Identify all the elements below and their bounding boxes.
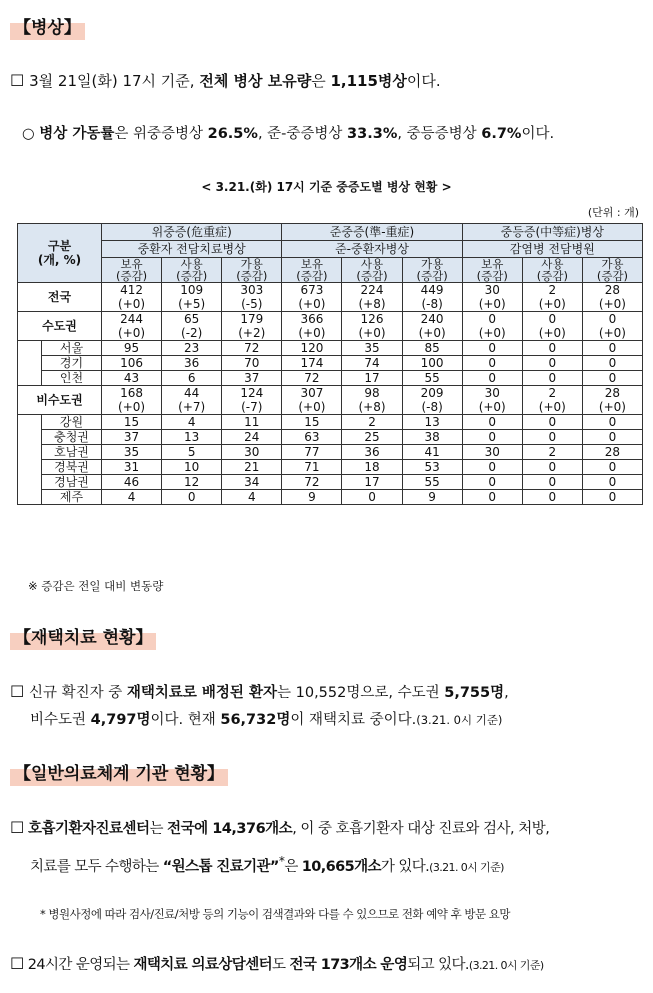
table-cell: 28 [582, 445, 642, 460]
table-cell-diff: (+0) [462, 400, 522, 415]
table-cell-diff: (+7) [162, 400, 222, 415]
checkbox-icon: ☐ [10, 818, 24, 837]
table-cell: 0 [582, 371, 642, 386]
table-cell-diff: (+0) [582, 297, 642, 312]
table-cell: 9 [282, 490, 342, 505]
table-cell: 0 [582, 460, 642, 475]
table-cell: 0 [582, 475, 642, 490]
table-cell: 0 [522, 415, 582, 430]
table-cell: 30 [462, 445, 522, 460]
table-cell: 18 [342, 460, 402, 475]
table-cell: 65 [162, 312, 222, 327]
table-cell: 5 [162, 445, 222, 460]
table-cell-diff: (+0) [462, 326, 522, 341]
table-cell: 224 [342, 283, 402, 298]
region-label: 호남권 [42, 445, 102, 460]
table-cell: 303 [222, 283, 282, 298]
table-cell: 179 [222, 312, 282, 327]
table-cell: 673 [282, 283, 342, 298]
header-col: 가용 (증감) [222, 258, 282, 283]
table-row [18, 490, 643, 505]
row-label: 비수도권 [18, 386, 102, 415]
header-gubun: 구분 (개, %) [18, 224, 102, 283]
table-cell: 17 [342, 371, 402, 386]
table-cell: 0 [582, 430, 642, 445]
table-cell: 15 [102, 415, 162, 430]
checkbox-icon: ☐ [10, 954, 24, 973]
table-cell: 0 [522, 490, 582, 505]
table-cell-diff: (-8) [402, 297, 462, 312]
header-col: 사용 (증감) [342, 258, 402, 283]
header-col: 보유 (증감) [282, 258, 342, 283]
table-cell: 28 [582, 283, 642, 298]
indent-cell [18, 415, 42, 505]
table-cell: 0 [582, 341, 642, 356]
table-cell: 0 [582, 490, 642, 505]
table-cell: 28 [582, 386, 642, 401]
respiratory-center-line2: 치료를 모두 수행하는 “원스톱 진료기관”*은 10,665개소가 있다.(3.21. 0시 기준) [30, 854, 504, 875]
table-cell: 53 [402, 460, 462, 475]
table-cell-diff: (+0) [102, 297, 162, 312]
table-cell: 77 [282, 445, 342, 460]
table-row [18, 356, 643, 371]
table-cell: 11 [222, 415, 282, 430]
table-cell: 106 [102, 356, 162, 371]
table-cell: 12 [162, 475, 222, 490]
table-cell: 124 [222, 386, 282, 401]
table-cell: 24 [222, 430, 282, 445]
circle-bullet-icon: ○ [22, 126, 35, 142]
table-row [18, 415, 643, 430]
table-cell-diff: (-5) [222, 297, 282, 312]
respiratory-center-line1: ☐ 호흡기환자진료센터는 전국에 14,376개소, 이 중 호흡기환자 대상 진료와 검사, 처방, [10, 818, 550, 837]
table-cell: 2 [522, 386, 582, 401]
header-subgroup-semi-icu: 준-중환자병상 [282, 241, 462, 258]
table-cell: 174 [282, 356, 342, 371]
header-subgroup-icu: 중환자 전담치료병상 [102, 241, 282, 258]
table-cell: 35 [342, 341, 402, 356]
table-cell-diff: (+0) [282, 326, 342, 341]
row-label: 전국 [18, 283, 102, 312]
table-cell-diff: (+0) [522, 297, 582, 312]
checkbox-icon: ☐ [10, 71, 25, 90]
table-cell: 4 [222, 490, 282, 505]
table-cell: 30 [462, 283, 522, 298]
table-cell: 0 [462, 490, 522, 505]
table-cell: 44 [162, 386, 222, 401]
table-cell: 71 [282, 460, 342, 475]
table-row [18, 430, 643, 445]
table-cell: 70 [222, 356, 282, 371]
table-cell: 0 [462, 415, 522, 430]
header-subgroup-hospital: 감염병 전담병원 [462, 241, 642, 258]
table-cell-diff: (+0) [582, 326, 642, 341]
table-cell: 30 [222, 445, 282, 460]
header-col: 사용 (증감) [162, 258, 222, 283]
table-cell-diff: (+0) [282, 297, 342, 312]
table-cell: 0 [522, 460, 582, 475]
header-col: 가용 (증감) [402, 258, 462, 283]
table-cell: 74 [342, 356, 402, 371]
header-col: 가용 (증감) [582, 258, 642, 283]
region-label: 서울 [42, 341, 102, 356]
one-stop-footnote: * 병원사정에 따라 검사/진료/처방 등의 기능이 검색결과와 다를 수 있으므로 전화 예약 후 방문 요망 [40, 907, 510, 921]
table-row [18, 445, 643, 460]
table-cell-diff: (+8) [342, 400, 402, 415]
table-cell: 43 [102, 371, 162, 386]
table-cell: 0 [462, 371, 522, 386]
table-cell: 55 [402, 475, 462, 490]
region-label: 경북권 [42, 460, 102, 475]
table-cell-diff: (+5) [162, 297, 222, 312]
table-cell: 109 [162, 283, 222, 298]
table-cell: 6 [162, 371, 222, 386]
header-group-moderate: 중등증(中等症)병상 [462, 224, 642, 241]
region-label: 충청권 [42, 430, 102, 445]
region-label: 인천 [42, 371, 102, 386]
table-cell: 4 [162, 415, 222, 430]
table-cell: 85 [402, 341, 462, 356]
table-cell: 2 [342, 415, 402, 430]
section-heading-home-treatment: 【재택치료 현황】 [10, 626, 156, 650]
table-cell: 25 [342, 430, 402, 445]
beds-summary: ☐ 3월 21일(화) 17시 기준, 전체 병상 보유량은 1,115병상이다. [10, 71, 441, 90]
table-cell: 0 [342, 490, 402, 505]
table-cell: 46 [102, 475, 162, 490]
table-cell-diff: (+0) [102, 400, 162, 415]
table-cell: 0 [522, 371, 582, 386]
table-cell: 13 [402, 415, 462, 430]
table-cell: 0 [582, 312, 642, 327]
counseling-center-line: ☐ 24시간 운영되는 재택치료 의료상담센터도 전국 173개소 운영되고 있다.(3.21. 0시 기준) [10, 954, 544, 973]
table-cell-diff: (+0) [282, 400, 342, 415]
table-cell: 55 [402, 371, 462, 386]
header-col: 사용 (증감) [522, 258, 582, 283]
table-cell: 0 [522, 356, 582, 371]
table-cell: 98 [342, 386, 402, 401]
table-cell: 126 [342, 312, 402, 327]
header-group-semi-critical: 준중증(準-重症) [282, 224, 462, 241]
table-cell-diff: (-8) [402, 400, 462, 415]
table-cell: 0 [462, 312, 522, 327]
table-cell: 0 [522, 430, 582, 445]
header-col: 보유 (증감) [102, 258, 162, 283]
table-cell: 31 [102, 460, 162, 475]
table-cell: 15 [282, 415, 342, 430]
table-cell: 0 [522, 341, 582, 356]
table-cell: 95 [102, 341, 162, 356]
table-cell-diff: (+0) [102, 326, 162, 341]
header-group-critical: 위중증(危重症) [102, 224, 282, 241]
region-label: 강원 [42, 415, 102, 430]
bed-status-table [17, 223, 643, 505]
table-cell: 0 [462, 460, 522, 475]
table-cell: 0 [582, 415, 642, 430]
table-cell: 17 [342, 475, 402, 490]
region-label: 경남권 [42, 475, 102, 490]
table-cell: 449 [402, 283, 462, 298]
table-cell: 120 [282, 341, 342, 356]
home-treatment-line2: 비수도권 4,797명이다. 현재 56,732명이 재택치료 중이다.(3.21. 0시 기준) [30, 712, 503, 728]
table-cell-diff: (-2) [162, 326, 222, 341]
table-cell: 36 [162, 356, 222, 371]
table-cell: 0 [462, 341, 522, 356]
header-col: 보유 (증감) [462, 258, 522, 283]
table-cell: 37 [222, 371, 282, 386]
table-cell: 0 [522, 475, 582, 490]
table-cell-diff: (+8) [342, 297, 402, 312]
table-unit: (단위 : 개) [587, 206, 639, 219]
table-row [18, 312, 643, 327]
table-row [18, 341, 643, 356]
checkbox-icon: ☐ [10, 682, 25, 701]
table-cell: 240 [402, 312, 462, 327]
region-label: 경기 [42, 356, 102, 371]
table-cell: 244 [102, 312, 162, 327]
table-cell: 0 [462, 430, 522, 445]
table-cell: 168 [102, 386, 162, 401]
table-cell-diff: (+0) [522, 400, 582, 415]
table-cell: 63 [282, 430, 342, 445]
table-cell: 0 [462, 356, 522, 371]
table-cell: 307 [282, 386, 342, 401]
table-cell: 0 [462, 475, 522, 490]
table-cell: 72 [282, 475, 342, 490]
table-cell: 72 [222, 341, 282, 356]
table-row [18, 400, 643, 415]
table-cell: 37 [102, 430, 162, 445]
table-cell: 0 [582, 356, 642, 371]
table-cell: 30 [462, 386, 522, 401]
table-cell: 366 [282, 312, 342, 327]
table-cell-diff: (+0) [522, 326, 582, 341]
table-cell: 100 [402, 356, 462, 371]
table-cell: 38 [402, 430, 462, 445]
table-cell-diff: (+2) [222, 326, 282, 341]
table-cell-diff: (+0) [402, 326, 462, 341]
table-row [18, 326, 643, 341]
table-row [18, 475, 643, 490]
table-cell: 2 [522, 445, 582, 460]
table-cell: 0 [162, 490, 222, 505]
section-heading-beds: 【병상】 [10, 16, 85, 40]
table-cell: 34 [222, 475, 282, 490]
table-cell: 35 [102, 445, 162, 460]
table-cell: 13 [162, 430, 222, 445]
table-row [18, 283, 643, 298]
row-label: 수도권 [18, 312, 102, 341]
home-treatment-line1: ☐ 신규 확진자 중 재택치료로 배정된 환자는 10,552명으로, 수도권 5,755명, [10, 682, 509, 701]
table-cell-diff: (+0) [462, 297, 522, 312]
indent-cell [18, 341, 42, 386]
table-cell: 10 [162, 460, 222, 475]
table-cell: 209 [402, 386, 462, 401]
table-cell: 36 [342, 445, 402, 460]
table-cell: 2 [522, 283, 582, 298]
table-cell: 21 [222, 460, 282, 475]
table-cell-diff: (+0) [582, 400, 642, 415]
section-heading-general-medical: 【일반의료체계 기관 현황】 [10, 762, 228, 786]
region-label: 제주 [42, 490, 102, 505]
table-caption: < 3.21.(화) 17시 기준 중증도별 병상 현황 > [201, 180, 452, 194]
table-cell: 72 [282, 371, 342, 386]
table-row [18, 371, 643, 386]
table-cell: 0 [522, 312, 582, 327]
table-cell-diff: (+0) [342, 326, 402, 341]
table-row [18, 297, 643, 312]
table-cell: 412 [102, 283, 162, 298]
table-note: ※ 증감은 전일 대비 변동량 [28, 579, 164, 593]
table-row [18, 460, 643, 475]
bed-occupancy: ○ 병상 가동률은 위중증병상 26.5%, 준-중증병상 33.3%, 중등증병상 6.7%이다. [22, 126, 555, 142]
table-row [18, 386, 643, 401]
table-cell: 41 [402, 445, 462, 460]
table-cell: 4 [102, 490, 162, 505]
table-cell-diff: (-7) [222, 400, 282, 415]
table-cell: 9 [402, 490, 462, 505]
table-cell: 23 [162, 341, 222, 356]
